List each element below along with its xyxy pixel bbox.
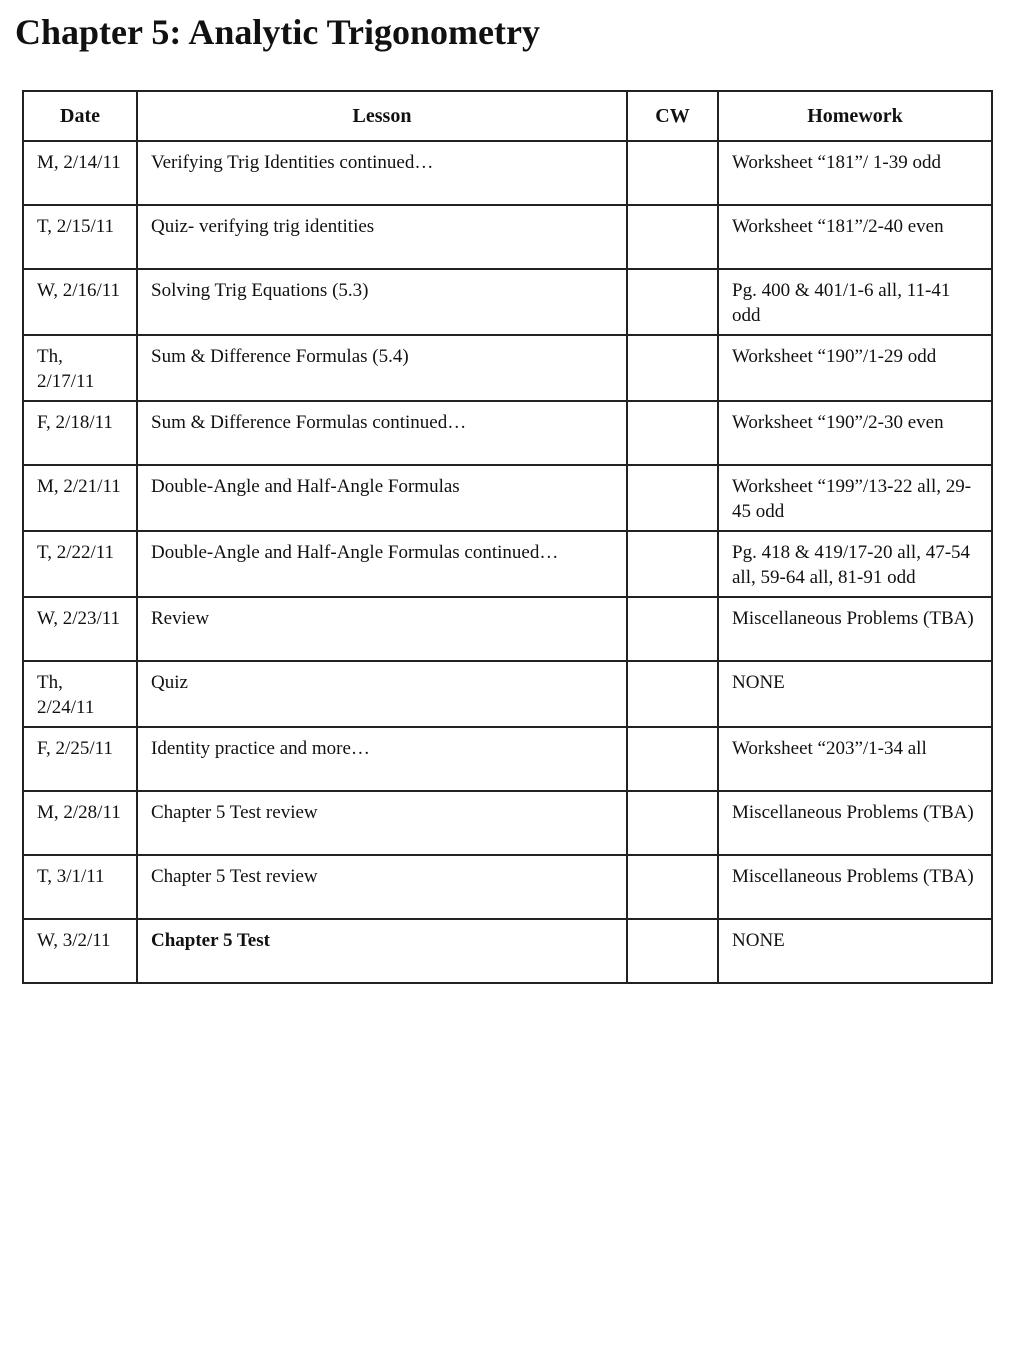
cw-cell bbox=[627, 335, 718, 401]
table-row bbox=[23, 597, 992, 661]
date-cell bbox=[23, 401, 137, 465]
table-row bbox=[23, 205, 992, 269]
homework-cell bbox=[718, 661, 992, 727]
homework-text: Worksheet “190”/1-29 odd bbox=[732, 346, 937, 367]
date-text: W, 2/16/11 bbox=[37, 280, 121, 301]
table-row bbox=[23, 531, 992, 597]
lesson-text: Chapter 5 Test bbox=[151, 930, 270, 951]
homework-cell bbox=[718, 401, 992, 465]
table-row bbox=[23, 791, 992, 855]
homework-cell bbox=[718, 791, 992, 855]
homework-text: Pg. 400 & 401/1-6 all, 11-41 odd bbox=[732, 280, 951, 326]
header-homework: Homework bbox=[718, 91, 992, 141]
date-text: M, 2/21/11 bbox=[37, 476, 121, 497]
cw-cell bbox=[627, 531, 718, 597]
lesson-cell bbox=[137, 727, 627, 791]
homework-cell bbox=[718, 465, 992, 531]
date-text: F, 2/25/11 bbox=[37, 738, 113, 759]
date-text: W, 3/2/11 bbox=[37, 930, 111, 951]
table-row bbox=[23, 141, 992, 205]
homework-text: Miscellaneous Problems (TBA) bbox=[732, 608, 974, 629]
lesson-text: Sum & Difference Formulas continued… bbox=[151, 412, 467, 433]
lesson-cell bbox=[137, 919, 627, 983]
lesson-cell bbox=[137, 141, 627, 205]
cw-cell bbox=[627, 269, 718, 335]
homework-text: Worksheet “181”/ 1-39 odd bbox=[732, 152, 941, 173]
cw-cell bbox=[627, 855, 718, 919]
homework-cell bbox=[718, 205, 992, 269]
date-text: F, 2/18/11 bbox=[37, 412, 113, 433]
date-cell bbox=[23, 335, 137, 401]
schedule-body bbox=[23, 141, 992, 983]
homework-text: Worksheet “203”/1-34 all bbox=[732, 738, 927, 759]
lesson-text: Chapter 5 Test review bbox=[151, 866, 318, 887]
homework-cell bbox=[718, 531, 992, 597]
date-text: Th, 2/24/11 bbox=[37, 672, 95, 718]
lesson-text: Verifying Trig Identities continued… bbox=[151, 152, 434, 173]
homework-cell bbox=[718, 335, 992, 401]
date-cell bbox=[23, 791, 137, 855]
lesson-text: Sum & Difference Formulas (5.4) bbox=[151, 346, 409, 367]
homework-cell bbox=[718, 269, 992, 335]
homework-text: Pg. 418 & 419/17-20 all, 47-54 all, 59-64 all, 81-91 odd bbox=[732, 542, 971, 588]
lesson-cell bbox=[137, 597, 627, 661]
date-cell bbox=[23, 919, 137, 983]
table-row bbox=[23, 919, 992, 983]
header-cw: CW bbox=[627, 91, 718, 141]
date-text: T, 2/15/11 bbox=[37, 216, 115, 237]
date-cell bbox=[23, 661, 137, 727]
cw-cell bbox=[627, 205, 718, 269]
lesson-text: Quiz bbox=[151, 672, 188, 693]
lesson-text: Double-Angle and Half-Angle Formulas continued… bbox=[151, 542, 559, 563]
lesson-cell bbox=[137, 465, 627, 531]
date-cell bbox=[23, 205, 137, 269]
table-row bbox=[23, 727, 992, 791]
cw-cell bbox=[627, 661, 718, 727]
lesson-text: Identity practice and more… bbox=[151, 738, 370, 759]
table-row bbox=[23, 401, 992, 465]
table-row bbox=[23, 335, 992, 401]
table-row bbox=[23, 661, 992, 727]
homework-cell bbox=[718, 855, 992, 919]
header-date: Date bbox=[23, 91, 137, 141]
homework-text: Worksheet “190”/2-30 even bbox=[732, 412, 944, 433]
lesson-cell bbox=[137, 791, 627, 855]
lesson-cell bbox=[137, 205, 627, 269]
date-cell bbox=[23, 269, 137, 335]
cw-cell bbox=[627, 597, 718, 661]
homework-text: Worksheet “181”/2-40 even bbox=[732, 216, 944, 237]
lesson-cell bbox=[137, 335, 627, 401]
date-text: Th, 2/17/11 bbox=[37, 346, 95, 392]
homework-cell bbox=[718, 919, 992, 983]
date-cell bbox=[23, 727, 137, 791]
lesson-cell bbox=[137, 401, 627, 465]
lesson-text: Quiz- verifying trig identities bbox=[151, 216, 375, 237]
homework-cell bbox=[718, 727, 992, 791]
date-cell bbox=[23, 465, 137, 531]
date-text: T, 3/1/11 bbox=[37, 866, 105, 887]
date-cell bbox=[23, 855, 137, 919]
homework-text: Miscellaneous Problems (TBA) bbox=[732, 802, 974, 823]
date-text: M, 2/28/11 bbox=[37, 802, 121, 823]
cw-cell bbox=[627, 791, 718, 855]
homework-text: NONE bbox=[732, 672, 785, 693]
lesson-cell bbox=[137, 855, 627, 919]
header-lesson: Lesson bbox=[137, 91, 627, 141]
lesson-text: Review bbox=[151, 608, 210, 629]
lesson-text: Solving Trig Equations (5.3) bbox=[151, 280, 369, 301]
date-cell bbox=[23, 597, 137, 661]
date-text: W, 2/23/11 bbox=[37, 608, 121, 629]
lesson-text: Double-Angle and Half-Angle Formulas bbox=[151, 476, 460, 497]
cw-cell bbox=[627, 919, 718, 983]
homework-text: Worksheet “199”/13-22 all, 29-45 odd bbox=[732, 476, 972, 522]
date-text: M, 2/14/11 bbox=[37, 152, 121, 173]
homework-text: Miscellaneous Problems (TBA) bbox=[732, 866, 974, 887]
schedule-table bbox=[22, 90, 993, 984]
table-row bbox=[23, 465, 992, 531]
lesson-cell bbox=[137, 531, 627, 597]
homework-cell bbox=[718, 141, 992, 205]
date-text: T, 2/22/11 bbox=[37, 542, 115, 563]
cw-cell bbox=[627, 141, 718, 205]
cw-cell bbox=[627, 465, 718, 531]
cw-cell bbox=[627, 727, 718, 791]
table-row bbox=[23, 855, 992, 919]
lesson-text: Chapter 5 Test review bbox=[151, 802, 318, 823]
homework-cell bbox=[718, 597, 992, 661]
lesson-cell bbox=[137, 269, 627, 335]
homework-text: NONE bbox=[732, 930, 785, 951]
date-cell bbox=[23, 531, 137, 597]
table-row bbox=[23, 269, 992, 335]
date-cell bbox=[23, 141, 137, 205]
page-title: Chapter 5: Analytic Trigonometry bbox=[15, 12, 540, 52]
cw-cell bbox=[627, 401, 718, 465]
table-header-row bbox=[23, 91, 992, 141]
lesson-cell bbox=[137, 661, 627, 727]
